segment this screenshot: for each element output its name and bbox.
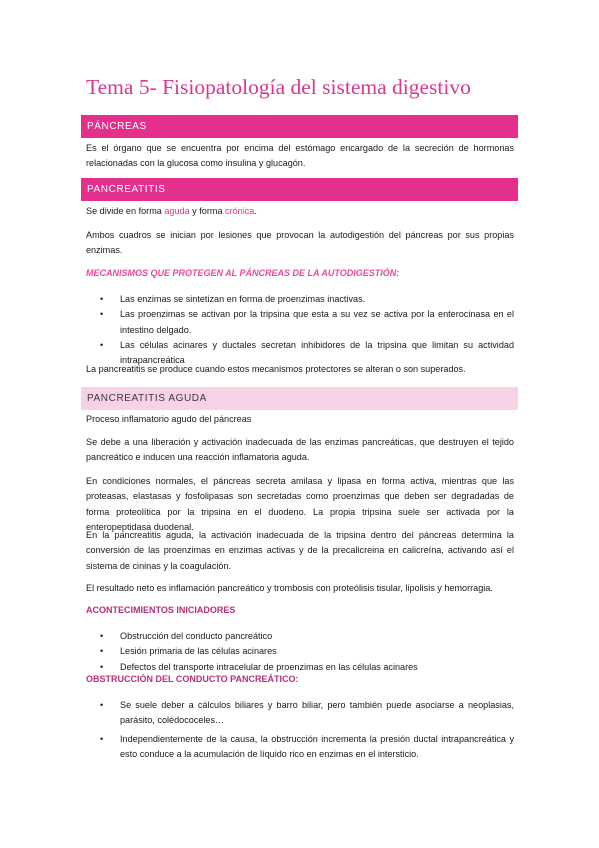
list-item: • Las células acinares y ductales secretan inhibidores de la tripsina que limitan su actividad intrapancreática <box>100 339 514 366</box>
aguda-definition: Proceso inflamatorio agudo del páncreas <box>86 414 252 424</box>
bullet-icon: • <box>100 661 104 672</box>
bullet-icon: • <box>100 733 104 744</box>
bullet-icon: • <box>100 631 104 641</box>
cronica-term: crónica <box>225 206 255 216</box>
aguda-cause: Se debe a una liberación y activación inadecuada de las enzimas pancreáticas, que destruyen el tejido pancreático e inducen una reacción inflamatoria aguda. <box>86 437 514 463</box>
autodigestion-paragraph: Ambos cuadros se inician por lesiones que provocan la autodigestión del páncreas por sus propias enzimas. <box>86 230 514 256</box>
mechanisms-list <box>86 292 514 368</box>
pancreas-definition: Es el órgano que se encuentra por encima del estómago encargado de la secreción de hormonas relacionadas con la glucosa como insulina y glucagón. <box>86 143 514 169</box>
bullet-icon: • <box>100 339 104 350</box>
aguda-trypsin-activation: En la pancreatitis aguda, la activación inadecuada de la tripsina dentro del páncreas determina la conversión de las proenzimas en enzimas activas y de la precalicreina en calicreína, activando así el sistema de cininas y la coagulación. <box>86 530 514 571</box>
list-item: • Independientemente de la causa, la obstrucción incrementa la presión ductal intrapancreática y esto conduce a la acumulación de líquido rico en enzimas en el intersticio. <box>100 733 514 759</box>
aguda-normal-conditions: En condiciones normales, el páncreas secreta amilasa y lipasa en forma activa, mientras que las proteasas, elastasas y fosfolipasas son secretadas como proenzimas que deben ser degradadas de forma proteolítica por la tripsina en el duodeno. La propia tripsina suele ser activada por la enteropeptidasa duodenal. <box>86 476 514 532</box>
list-item: • Se suele deber a cálculos biliares y barro biliar, pero también puede asociarse a neoplasias, parásito, colédococeles… <box>100 700 514 726</box>
list-item: • Lesión primaria de las células acinares <box>86 644 514 659</box>
list-item: • Obstrucción del conducto pancreático <box>86 629 514 644</box>
section-heading-pancreatitis: PANCREATITIS <box>81 178 518 201</box>
list-item: • Defectos del transporte intracelular de proenzimas en las células acinares <box>86 660 514 675</box>
section-heading-pancreas: PÁNCREAS <box>81 115 518 138</box>
events-list <box>86 629 514 675</box>
obstruction-heading: OBSTRUCCIÓN DEL CONDUCTO PANCREÁTICO: <box>86 674 299 684</box>
bullet-icon: • <box>100 700 104 710</box>
list-item: • Las enzimas se sintetizan en forma de proenzimas inactivas. <box>86 292 514 307</box>
list-item: • Las proenzimas se activan por la tripsina que esta a su vez se activa por la enterocinasa en el intestino delgado. <box>100 309 514 335</box>
obstruction-list <box>86 698 514 765</box>
aguda-net-result: El resultado neto es inflamación pancreático y trombosis con proteólisis tisular, lipolisis y hemorragia. <box>86 583 493 593</box>
page-title: Tema 5- Fisiopatología del sistema digestivo <box>86 75 471 99</box>
mechanisms-heading: MECANISMOS QUE PROTEGEN AL PÁNCREAS DE LA AUTODIGESTIÓN: <box>86 268 400 278</box>
section-heading-aguda: PANCREATITIS AGUDA <box>81 387 518 410</box>
pancreatitis-intro: Se divide en forma aguda y forma crónica. <box>86 206 257 216</box>
bullet-icon: • <box>100 309 104 320</box>
pancreatitis-closing: La pancreatitis se produce cuando estos mecanismos protectores se alteran o son superados. <box>86 364 466 374</box>
aguda-term: aguda <box>164 206 190 216</box>
events-heading: ACONTECIMIENTOS INICIADORES <box>86 605 236 615</box>
bullet-icon: • <box>100 294 104 304</box>
bullet-icon: • <box>100 646 104 657</box>
